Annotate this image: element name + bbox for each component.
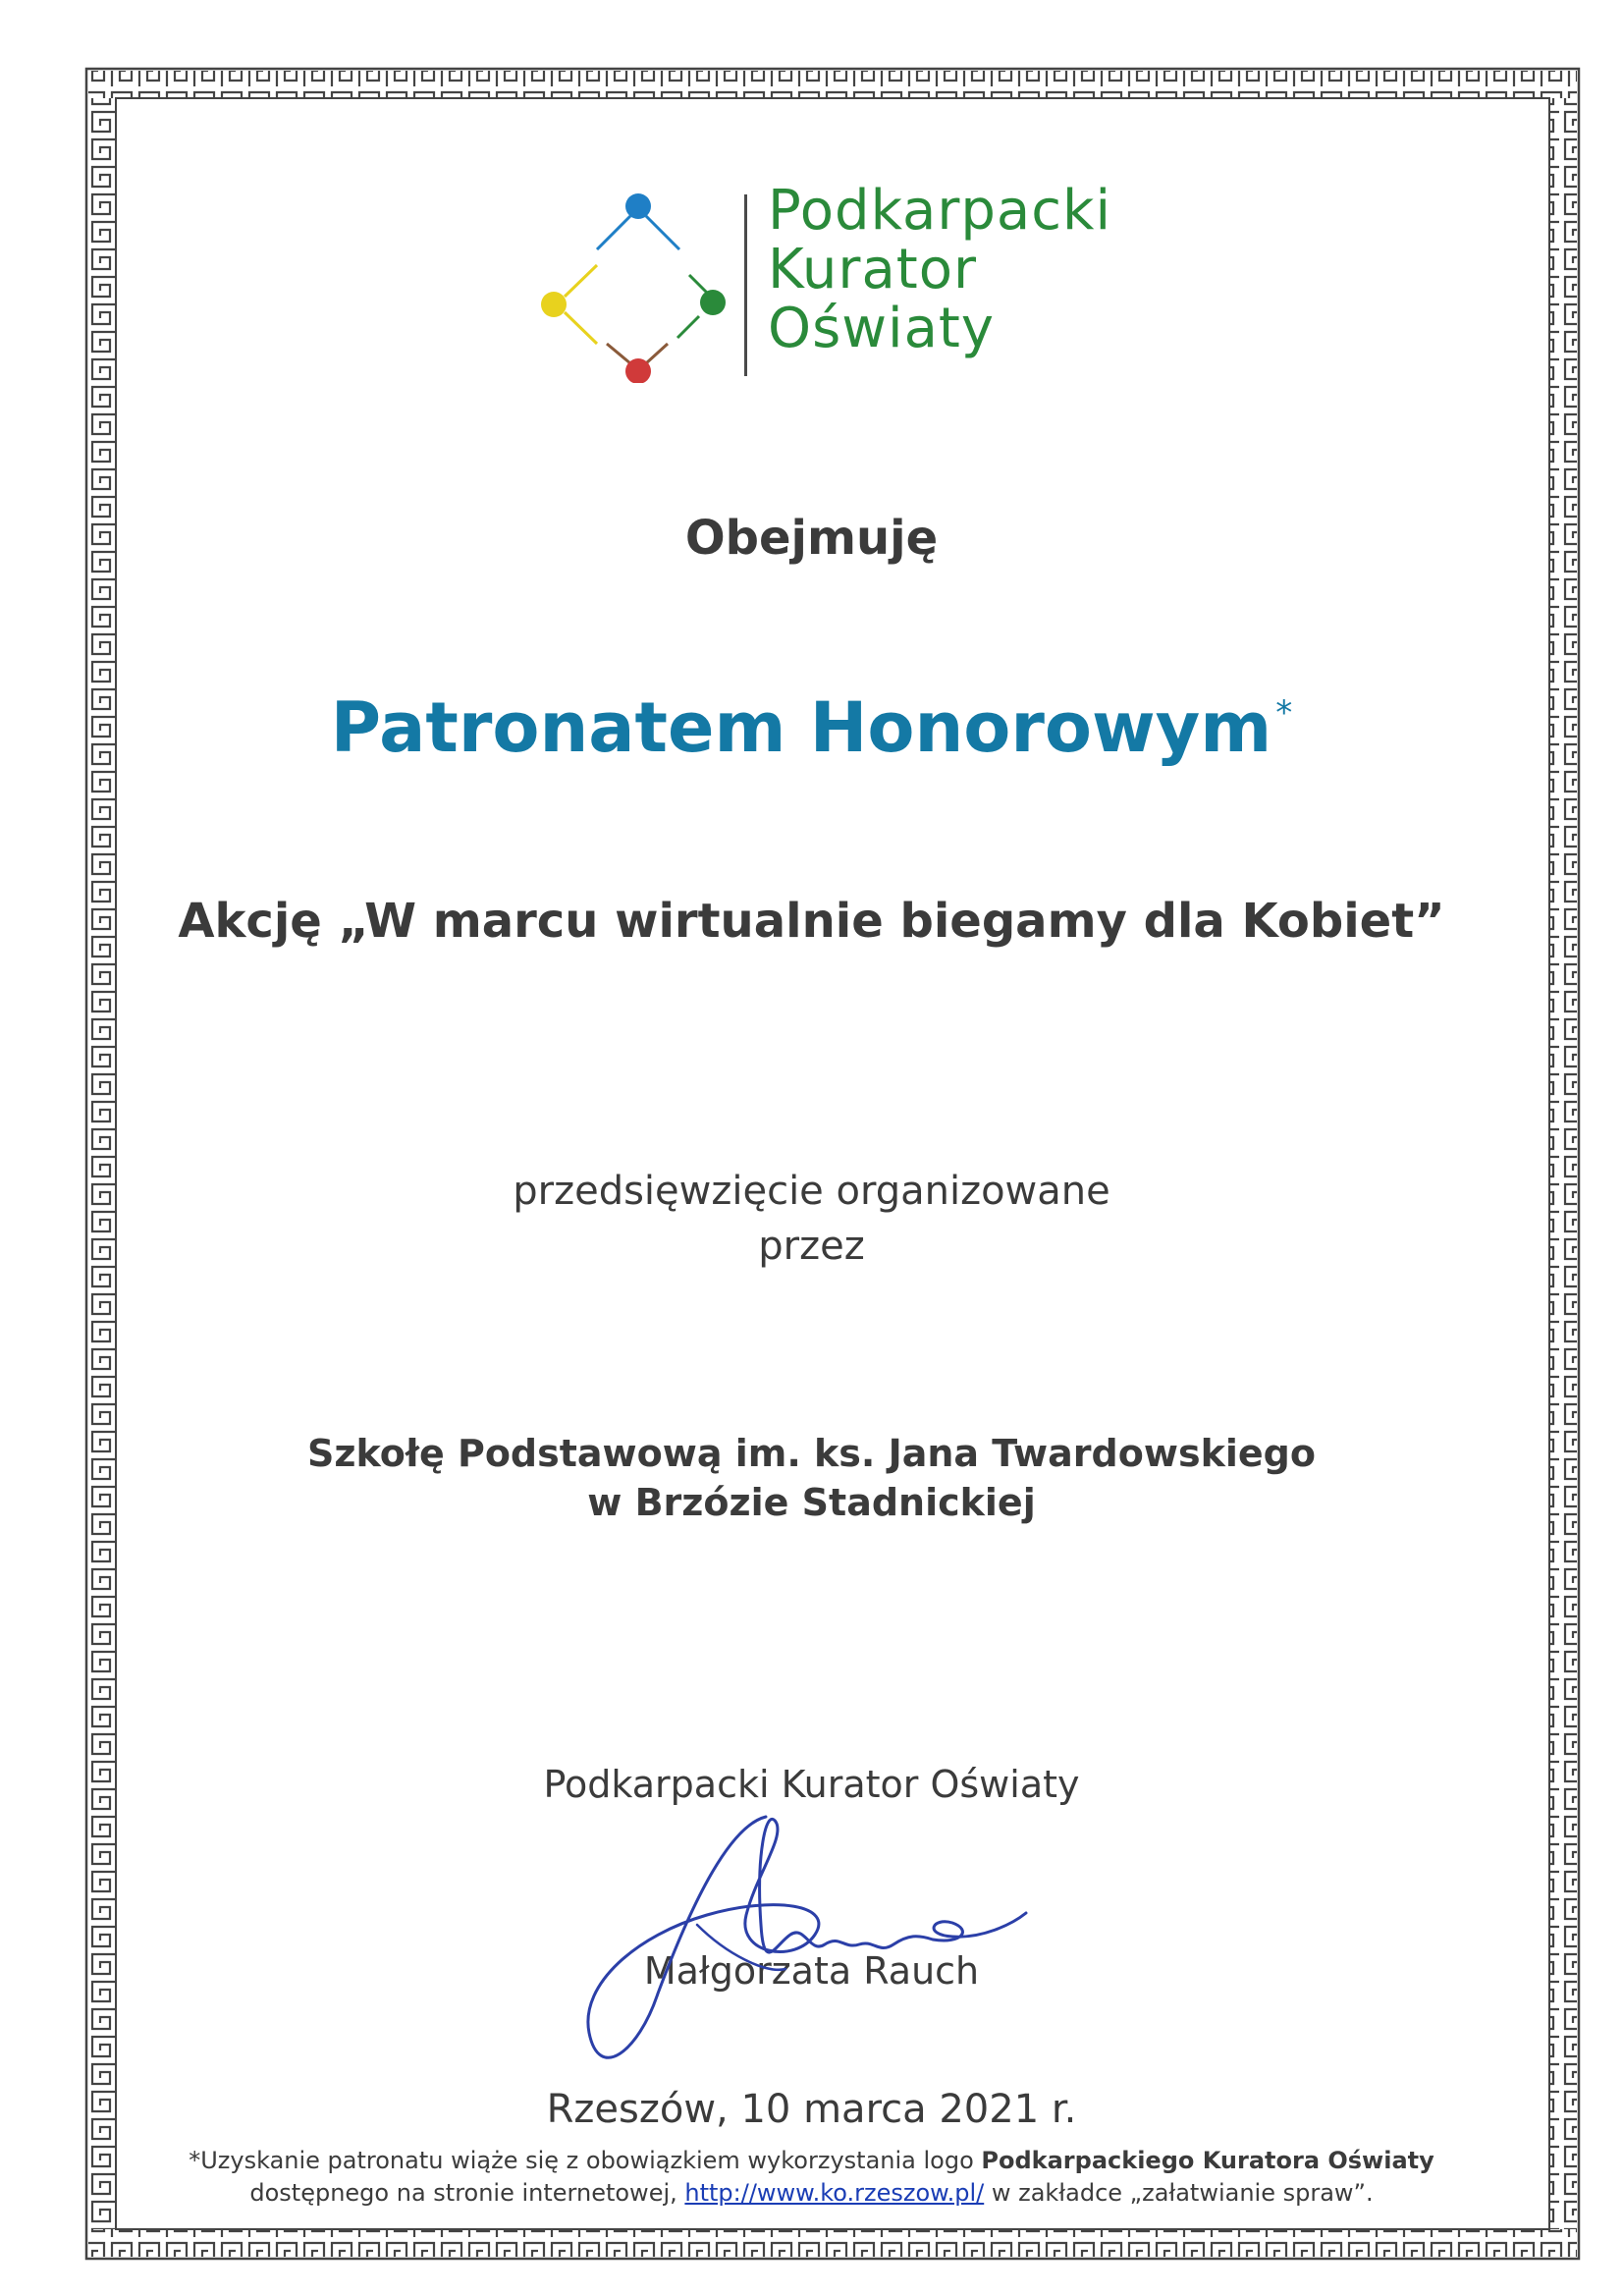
patronage-title [0,687,1623,768]
signatory-name: Małgorzata Rauch [643,1949,980,1993]
footnote [0,2145,1623,2210]
kurator-logo [520,177,1149,403]
organized-by [0,1164,1623,1274]
patronage-asterisk: * [1275,693,1293,733]
signatory-role: Podkarpacki Kurator Oświaty [543,1763,1080,1806]
logo-line-1: Podkarpacki [768,179,1112,243]
school-line-2: w Brzózie Stadnickiej [587,1481,1036,1524]
school-name [0,1429,1623,1527]
logo-divider [744,194,747,376]
heading: Obejmuję [684,511,939,566]
footnote-text-1: *Uzyskanie patronatu wiąże się z obowiązkiem wykorzystania logo [189,2147,982,2174]
footnote-bold: Podkarpackiego Kuratora Oświaty [981,2147,1434,2174]
school-line-1: Szkołę Podstawową im. ks. Jana Twardowskiego [307,1432,1316,1475]
logo-line-3: Oświaty [768,297,996,360]
organized-line-1: przedsięwzięcie organizowane [513,1169,1110,1214]
logo-line-2: Kurator [768,238,978,301]
patronage-title-text: Patronatem Honorowym [330,687,1272,768]
place-date: Rzeszów, 10 marca 2021 r. [546,2087,1077,2132]
footnote-line-2 [0,2177,1623,2210]
logo-diamond-icon [520,187,746,383]
footnote-line-1 [0,2145,1623,2177]
logo-wordmark [768,179,1112,360]
action-name: Akcję „W marcu wirtualnie biegamy dla Kobiet” [178,894,1445,949]
organized-line-2: przez [758,1224,865,1269]
footnote-link[interactable]: http://www.ko.rzeszow.pl/ [684,2179,985,2207]
footnote-text-2: dostępnego na stronie internetowej, [249,2179,685,2207]
footnote-text-3: w zakładce „załatwianie spraw”. [984,2179,1374,2207]
